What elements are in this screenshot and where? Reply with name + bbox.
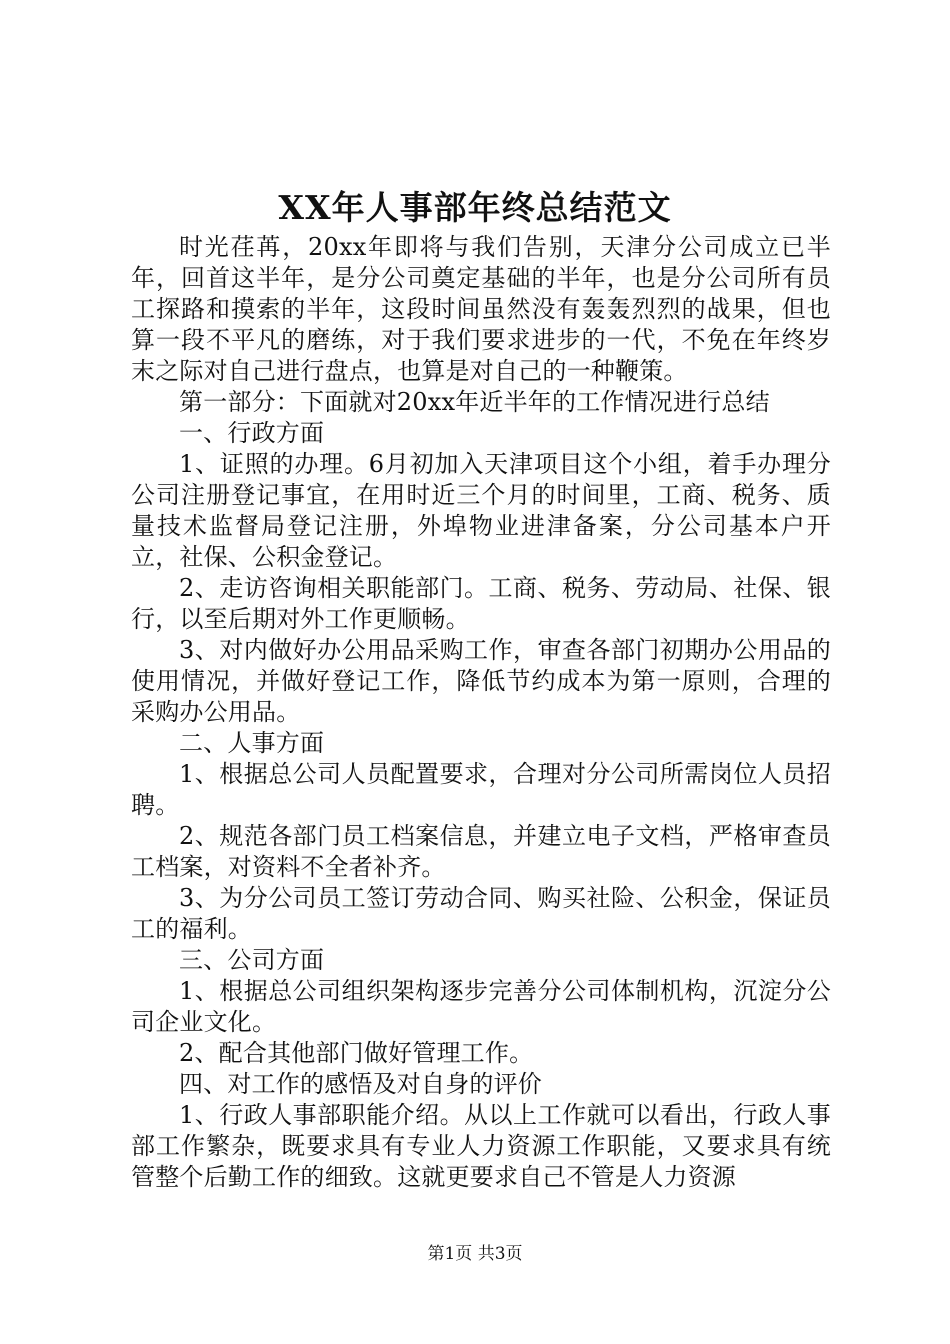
paragraph: 2、走访咨询相关职能部门。工商、税务、劳动局、社保、银行，以至后期对外工作更顺畅。 [131, 574, 831, 633]
paragraph: 3、对内做好办公用品采购工作，审查各部门初期办公用品的使用情况，并做好登记工作，降低节约成本为第一原则，合理的采购办公用品。 [131, 636, 831, 726]
section-heading: 三、公司方面 [179, 946, 325, 974]
page-footer: 第1页 共3页 [427, 1244, 523, 1264]
paragraph: 2、规范各部门员工档案信息，并建立电子文档，严格审查员工档案，对资料不全者补齐。 [131, 822, 831, 881]
paragraph: 1、根据总公司组织架构逐步完善分公司体制机构，沉淀分公司企业文化。 [131, 977, 831, 1036]
section-heading: 一、行政方面 [179, 419, 325, 447]
section-heading: 二、人事方面 [179, 729, 325, 757]
paragraph: 1、行政人事部职能介绍。从以上工作就可以看出，行政人事部工作繁杂，既要求具有专业人力资源工作职能，又要求具有统管整个后勤工作的细致。这就更要求自己不管是人力资源 [131, 1101, 831, 1191]
paragraph: 1、证照的办理。6月初加入天津项目这个小组，着手办理分公司注册登记事宜，在用时近三个月的时间里，工商、税务、质量技术监督局登记注册，外埠物业进津备案，分公司基本户开立，社保、公积金登记。 [131, 450, 831, 571]
paragraph: 时光荏苒，20xx年即将与我们告别，天津分公司成立已半年，回首这半年，是分公司奠定基础的半年，也是分公司所有员工探路和摸索的半年，这段时间虽然没有轰轰烈烈的战果，但也算一段不平凡的磨练，对于我们要求进步的一代，不免在年终岁末之际对自己进行盘点，也算是对自己的一种鞭策。 [131, 233, 831, 385]
paragraph: 2、配合其他部门做好管理工作。 [179, 1039, 534, 1067]
paragraph: 第一部分：下面就对20xx年近半年的工作情况进行总结 [179, 388, 770, 416]
paragraph: 1、根据总公司人员配置要求，合理对分公司所需岗位人员招聘。 [131, 760, 831, 819]
document-body [131, 232, 831, 1193]
document-title: XX年人事部年终总结范文 [278, 188, 672, 227]
paragraph: 3、为分公司员工签订劳动合同、购买社险、公积金，保证员工的福利。 [131, 884, 831, 943]
section-heading: 四、对工作的感悟及对自身的评价 [179, 1070, 542, 1098]
